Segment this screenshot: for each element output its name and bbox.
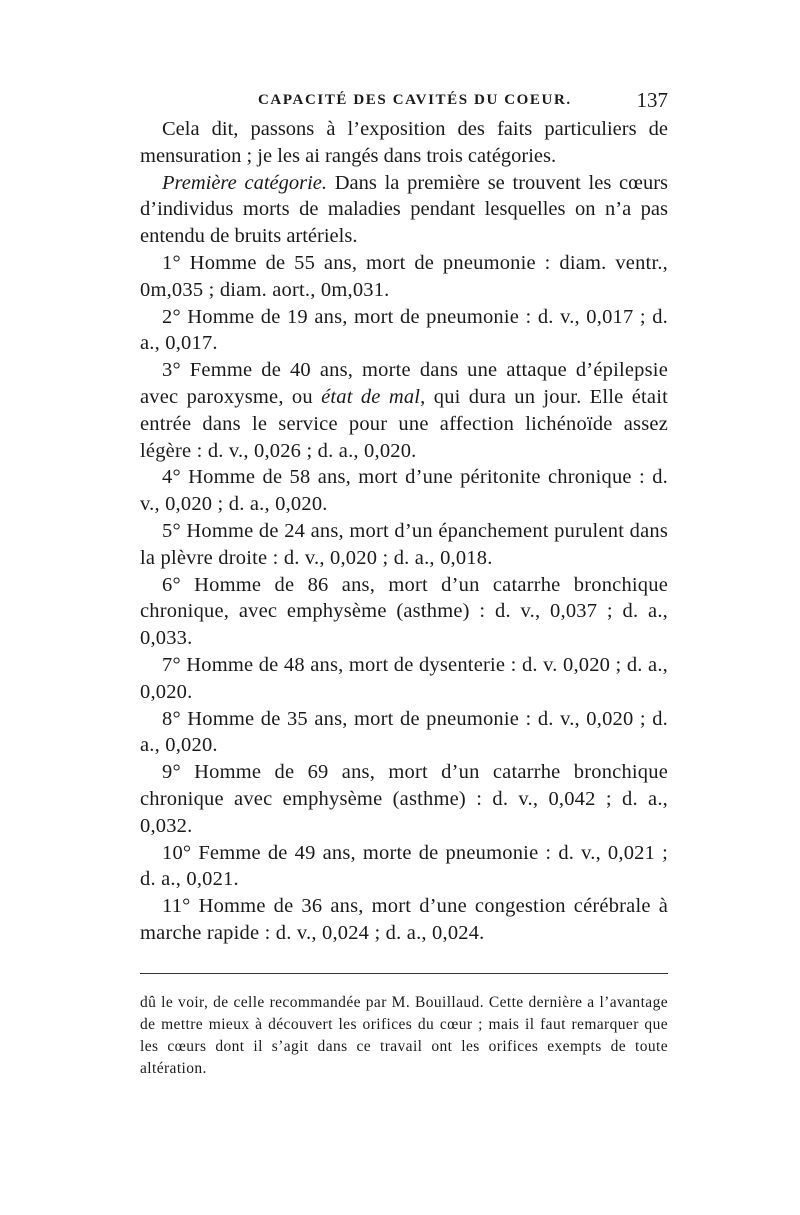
intro-paragraph: Cela dit, passons à l’exposition des faits particuliers de mensuration ; je les ai rangés dans trois catégories. bbox=[140, 118, 668, 167]
footnote: dû le voir, de celle recommandée par M. Bouillaud. Cette dernière a l’avantage de mettre mieux à découvert les orifices du cœur ; mais il faut remarquer que les cœurs dont il s’agit dans ce travail ont les orifices exempts de toute altération. bbox=[140, 993, 668, 1077]
case-8: 8° Homme de 35 ans, mort de pneumonie : d. v., 0,020 ; d. a., 0,020. bbox=[140, 707, 668, 757]
case-3-end: qui dura un jour. Elle était entrée dans le service pour une affection lichénoïde assez légère : d. v., 0,026 ; d. a., 0,020. bbox=[140, 385, 669, 462]
case-3-start: 3° Femme de 40 ans, morte dans une attaque d’épilepsie avec paroxysme, ou bbox=[140, 359, 668, 408]
category-paragraph bbox=[140, 170, 668, 250]
case-11: 11° Homme de 36 ans, mort d’une congestion cérébrale à marche rapide : d. v., 0,024 ; d. a., 0,024. bbox=[140, 895, 668, 944]
category-label: Première catégorie. bbox=[162, 171, 328, 194]
running-head bbox=[140, 86, 668, 116]
running-title: CAPACITÉ DES CAVITÉS DU COEUR. bbox=[258, 92, 572, 108]
footnote-rule bbox=[140, 973, 668, 974]
book-page bbox=[140, 86, 668, 1095]
case-9: 9° Homme de 69 ans, mort d’un catarrhe bronchique chronique avec emphysème (asthme) : d. v., 0,042 ; d. a., 0,032. bbox=[140, 761, 668, 837]
case-3 bbox=[140, 357, 668, 464]
case-10: 10° Femme de 49 ans, morte de pneumonie : d. v., 0,021 ; d. a., 0,021. bbox=[140, 841, 668, 891]
category-text: Dans la première se trouvent les cœurs d’individus morts de maladies pendant lesquelles on n’a pas entendu de bruits artériels. bbox=[140, 171, 669, 248]
case-2: 2° Homme de 19 ans, mort de pneumonie : d. v., 0,017 ; d. a., 0,017. bbox=[140, 305, 668, 355]
case-4: 4° Homme de 58 ans, mort d’une péritonite chronique : d. v., 0,020 ; d. a., 0,020. bbox=[140, 466, 668, 516]
page-number: 137 bbox=[636, 88, 668, 112]
case-7: 7° Homme de 48 ans, mort de dysenterie : d. v. 0,020 ; d. a., 0,020. bbox=[140, 653, 668, 703]
case-3-italic: état de mal, bbox=[321, 385, 426, 408]
case-6: 6° Homme de 86 ans, mort d’un catarrhe bronchique chronique, avec emphysème (asthme) : d. v., 0,037 ; d. a., 0,033. bbox=[140, 573, 668, 650]
case-1: 1° Homme de 55 ans, mort de pneumonie : diam. ventr., 0m,035 ; diam. aort., 0m,031. bbox=[140, 251, 668, 301]
body-text bbox=[140, 116, 668, 947]
case-5: 5° Homme de 24 ans, mort d’un épanchement purulent dans la plèvre droite : d. v., 0,020 ; d. a., 0,018. bbox=[140, 519, 668, 569]
